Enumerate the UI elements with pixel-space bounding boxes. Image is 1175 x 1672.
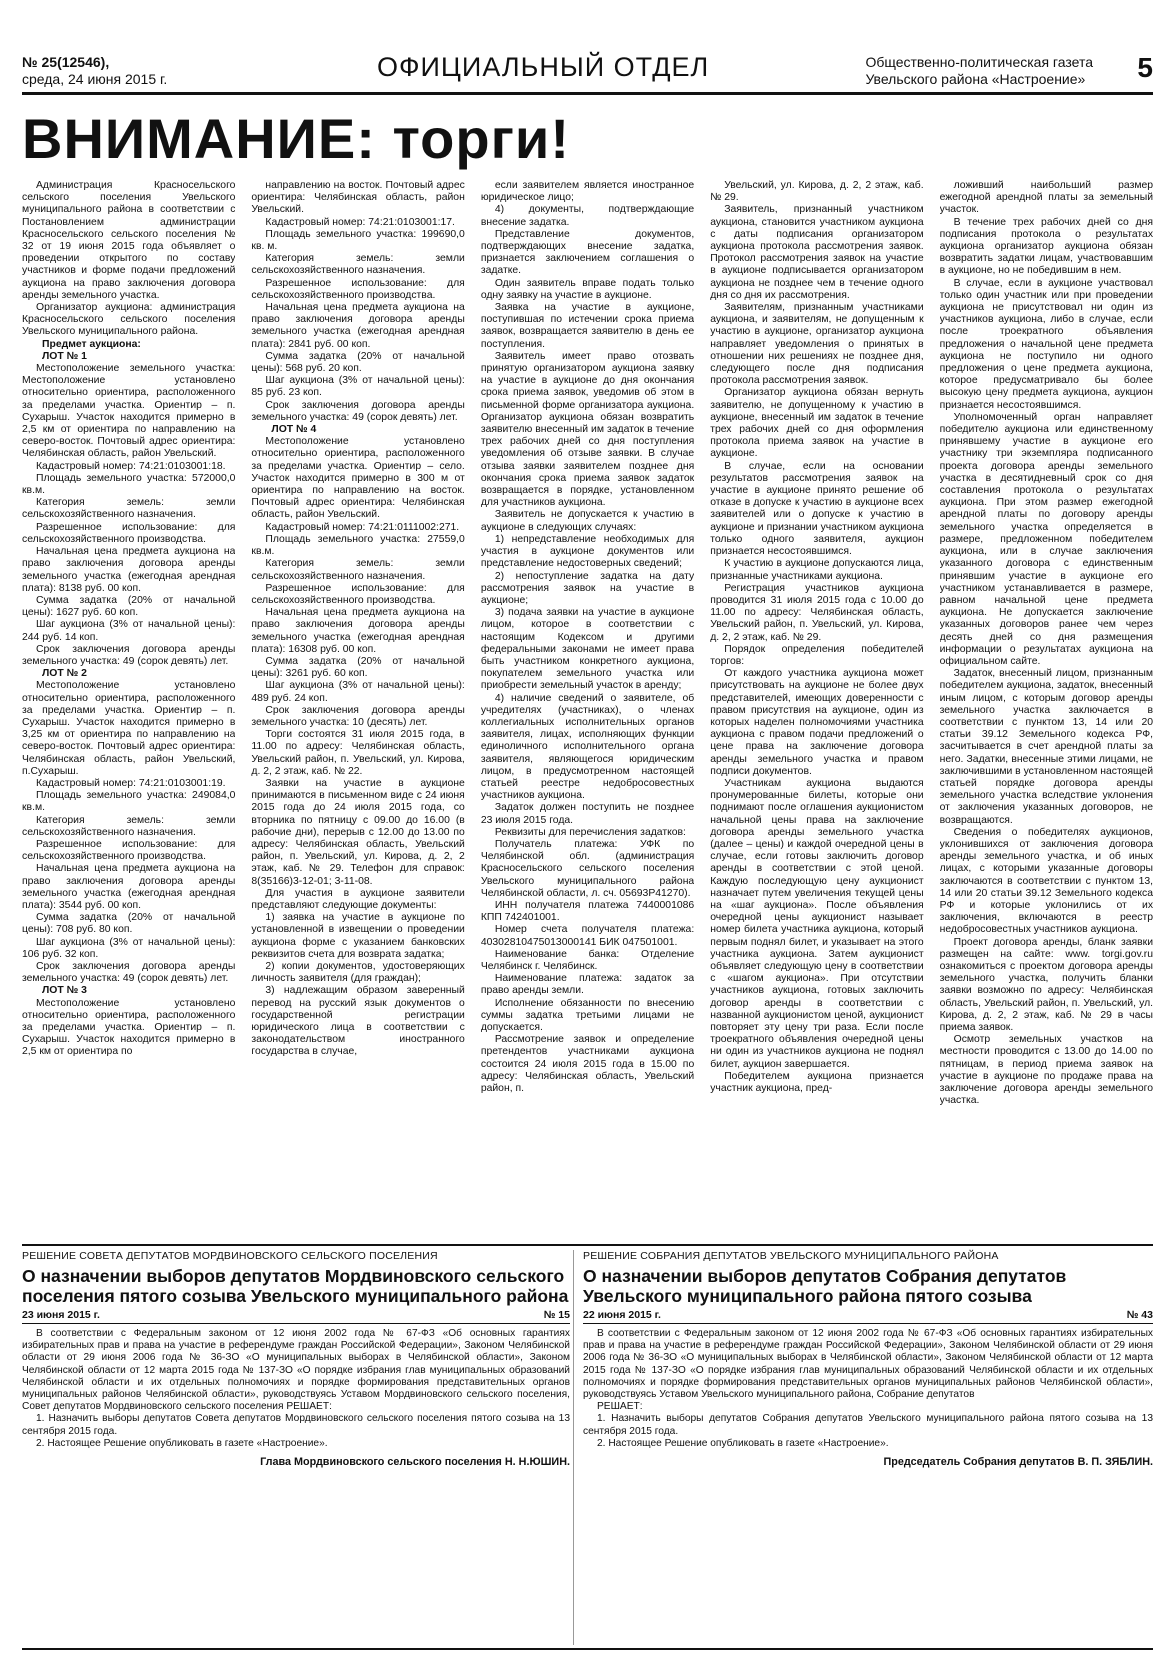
decisions-divider bbox=[573, 1250, 574, 1645]
paragraph: Организатор аукциона: администрация Красносельского сельского поселения Увельского муниципального района. bbox=[22, 302, 236, 338]
lot-heading: ЛОТ № 3 bbox=[42, 985, 87, 997]
paragraph: 3) подача заявки на участие в аукционе лицом, которое в соответствии с настоящим Кодексом и другими федеральными законами не имеет права быть участником конкретного аукциона, покупателем земельного участка или приобрести земельный участок в аренду; bbox=[480, 607, 695, 692]
paragraph: Срок заключения договора аренды земельного участка: 49 (сорок девять) лет. bbox=[22, 643, 236, 667]
paragraph: Заявитель имеет право отозвать принятую организатором аукциона заявку на участие в аукционе до дня окончания срока приема заявок, уведомив об этом в письменной форме организатора аукциона. Организатор аукциона обязан возвратить заявителю внесенный им задаток в течение трех рабочих дней со дня поступления уведомления об отзыве заявки. В случае отзыва заявки заявителем позднее дня окончания срока приема заявок задаток возвращается в порядке, установленном для участников аукциона. bbox=[480, 350, 695, 509]
paragraph: От каждого участника аукциона может присутствовать на аукционе не более двух представителей, имеющих доверенности с правом присутствия на аукционе, один из которых наделен полномочиями участника аукциона с правом подачи предложений о цене права на заключение договора аренды земельного участка и правом подписи документов. bbox=[710, 668, 924, 777]
paragraph: Порядок определения победителей торгов: bbox=[710, 643, 924, 667]
paragraph: Разрешенное использование: для сельскохозяйственного производства. bbox=[251, 582, 465, 606]
paragraph: Заявитель не допускается к участию в аукционе в следующих случаях: bbox=[480, 509, 695, 533]
paragraph: Задаток, внесенный лицом, признанным победителем аукциона, задаток, внесенный иным лицом, с которым договор аренды земельного участка заключается в соответствии с пунктом 13, 14 или 20 статьи 39.12 Земельного кодекса РФ, засчитывается в счет арендной платы за него. Задатки, внесенные этими лицами, не заключившими в установленном настоящей статьей порядке договора аренды земельного участка вследствие уклонения от заключения указанных договоров, не возвращаются. bbox=[939, 668, 1154, 826]
decision-kicker: РЕШЕНИЕ СОВЕТА ДЕПУТАТОВ МОРДВИНОВСКОГО СЕЛЬСКОГО ПОСЕЛЕНИЯ bbox=[22, 1250, 438, 1262]
paragraph: ложивший наибольший размер ежегодной арендной платы за земельный участок. bbox=[939, 180, 1154, 216]
paragraph: 2. Настоящее Решение опубликовать в газете «Настроение». bbox=[36, 1437, 328, 1449]
paragraph: 1) заявка на участие в аукционе по установленной в извещении о проведении аукциона форме с указанием банковских реквизитов счета для возврата задатка; bbox=[251, 912, 465, 960]
decision-uvelsky bbox=[583, 1250, 1153, 1468]
paragraph: если заявителем является иностранное юридическое лицо; bbox=[480, 180, 695, 204]
article-column-2 bbox=[251, 180, 464, 1227]
article-columns bbox=[22, 180, 1153, 1227]
paragraph: Площадь земельного участка: 249084,0 кв.м. bbox=[22, 790, 236, 814]
paragraph: Местоположение установлено относительно ориентира, расположенного за пределами участка. Ориентир – п. Сухарыш. Участок находится примерно в 2,5 км от ориентира по bbox=[22, 997, 236, 1058]
paragraph: 2) непоступление задатка на дату рассмотрения заявок на участие в аукционе; bbox=[480, 570, 695, 606]
paragraph: Местоположение установлено относительно ориентира, расположенного за пределами участка. Ориентир – п. Сухарыш. Участок находится примерно в 3,25 км от ориентира по направлению на северо-восток. Почтовый адрес ориентира: Челябинская область, район Увельский, п.Сухарыш. bbox=[22, 680, 236, 777]
decision-date: 22 июня 2015 г. bbox=[583, 1309, 661, 1321]
paragraph: Шаг аукциона (3% от начальной цены): 489 руб. 24 коп. bbox=[251, 680, 465, 704]
paragraph: Шаг аукциона (3% от начальной цены): 244 руб. 14 коп. bbox=[22, 619, 236, 643]
paragraph: Реквизиты для перечисления задатков: bbox=[494, 826, 686, 838]
lot-heading: ЛОТ № 1 bbox=[42, 350, 87, 362]
lot-heading: ЛОТ № 4 bbox=[271, 424, 317, 436]
paragraph: Разрешенное использование: для сельскохозяйственного производства. bbox=[251, 277, 465, 301]
paragraph: Осмотр земельных участков на местности проводится с 13.00 до 14.00 по пятницам, в период приема заявок на участие в аукционе по продаже права на заключение договора аренды земельного участка. bbox=[939, 1034, 1154, 1107]
page-number: 5 bbox=[1137, 52, 1153, 83]
decision-kicker: РЕШЕНИЕ СОБРАНИЯ ДЕПУТАТОВ УВЕЛЬСКОГО МУНИЦИПАЛЬНОГО РАЙОНА bbox=[583, 1250, 999, 1262]
lot-heading: ЛОТ № 2 bbox=[42, 668, 87, 680]
paragraph: Сведения о победителях аукционов, уклонившихся от заключения договора аренды земельного участка, и об иных лицах, с которыми указанные договоры заключаются в соответствии с пунктом 13, 14 или 20 статьи 39.12 Земельного кодекса РФ и которые уклонились от их заключения, включаются в реестр недобросовестных участников аукциона. bbox=[939, 826, 1154, 936]
paragraph: Для участия в аукционе заявители представляют следующие документы: bbox=[251, 887, 465, 911]
issue-info bbox=[22, 54, 167, 88]
paragraph: 3) надлежащим образом заверенный перевод на русский язык документов о государственной регистрации юридического лица в соответствии с законодательством иностранного государства в случае, bbox=[251, 985, 465, 1058]
decision-signature: Глава Мордвиновского сельского поселения Н. Н.ЮШИН. bbox=[260, 1456, 570, 1469]
paragraph: Категория земель: земли сельскохозяйственного назначения. bbox=[251, 558, 465, 582]
paragraph: направлению на восток. Почтовый адрес ориентира: Челябинская область, район Увельский. bbox=[251, 180, 465, 216]
section-title: ОФИЦИАЛЬНЫЙ ОТДЕЛ bbox=[377, 52, 710, 82]
decision-title: О назначении выборов депутатов Собрания депутатов Увельского муниципального района пятого созыва bbox=[583, 1266, 1067, 1306]
paragraph: Заявителям, признанным участниками аукциона, и заявителям, не допущенным к участию в аукционе, организатор аукциона направляет уведомления о принятых в отношении них решениях не позднее дня, следующего после дня подписания протокола рассмотрения заявок. bbox=[710, 302, 924, 387]
paragraph: Номер счета получателя платежа: 40302810475013000141 БИК 047501001. bbox=[480, 924, 695, 948]
paragraph: Наименование банка: Отделение Челябинск г. Челябинск. bbox=[480, 948, 695, 972]
decision-number: № 15 bbox=[543, 1309, 570, 1321]
paragraph: Срок заключения договора аренды земельного участка: 49 (сорок девять) лет. bbox=[251, 399, 465, 423]
paragraph: В случае, если в аукционе участвовал только один участник или при проведении аукциона не присутствовал ни один из участников аукциона, либо в случае, если после троекратного объявления предложения о начальной цене предмета аукциона не поступило ни одного предложения о цене предмета аукциона, которое предусматривало бы более высокую цену предмета аукциона, аукцион признается несостоявшимся. bbox=[939, 277, 1154, 411]
paragraph: Администрация Красносельского сельского поселения Увельского муниципального района в соответствии с Постановлением администрации Красносельского сельского поселения № 32 от 19 июня 2015 года объявляет о проведении открытого по составу участников и форме подачи предложений аукциона на право заключения договора аренды земельного участка. bbox=[22, 180, 236, 301]
paragraph: Кадастровый номер: 74:21:0103001:19. bbox=[36, 777, 226, 789]
paragraph: Начальная цена предмета аукциона на право заключения договора аренды земельного участка (ежегодная арендная плата): 16308 руб. 00 коп. bbox=[251, 607, 465, 655]
paragraph: Исполнение обязанности по внесению суммы задатка третьими лицами не допускается. bbox=[480, 997, 695, 1034]
paragraph: Организатор аукциона обязан вернуть заявителю, не допущенному к участию в аукционе, внесенный им задаток в течение трех рабочих дней со дня оформления протокола приема заявок на участие в аукционе. bbox=[710, 387, 924, 460]
paragraph: Разрешенное использование: для сельскохозяйственного производства. bbox=[22, 521, 236, 545]
article-column-1 bbox=[22, 180, 235, 1227]
paragraph: Сумма задатка (20% от начальной цены): 568 руб. 20 коп. bbox=[251, 350, 465, 375]
footer-divider bbox=[22, 1648, 1153, 1650]
paragraph: Кадастровый номер: 74:21:0103001:18. bbox=[36, 460, 226, 472]
newspaper-name bbox=[865, 54, 1093, 88]
paragraph: Заявка на участие в аукционе, поступившая по истечении срока приема заявок, возвращается заявителю в день ее поступления. bbox=[480, 302, 695, 350]
paragraph: Уполномоченный орган направляет победителю аукциона или единственному принявшему участие в аукционе его участнику три экземпляра подписанного проекта договора аренды земельного участка в десятидневный срок со дня составления протокола о результатах аукциона. При этом размер ежегодной арендной платы по договору аренды земельного участка определяется в размере, предложенном победителем аукциона, или в случае заключения указанного договора с единственным принявшим участие в аукционе его участником устанавливается в размере, равном начальной цене предмета аукциона. Не допускается заключение указанных договоров ранее чем через десять дней со дня размещения информации о результатах аукциона на официальном сайте. bbox=[939, 411, 1154, 667]
paragraph: Площадь земельного участка: 27559,0 кв.м. bbox=[251, 533, 465, 558]
paragraph: Заявитель, признанный участником аукциона, становится участником аукциона с даты подписания организатором аукциона протокола рассмотрения заявок. Протокол рассмотрения заявок на участие в аукционе подписывается организатором аукциона не позднее чем в течение одного дня со дня их рассмотрения. bbox=[710, 204, 924, 301]
decision-title: О назначении выборов депутатов Мордвиновского сельского поселения пятого созыва Увельского муниципального района bbox=[22, 1266, 569, 1306]
paragraph: Сумма задатка (20% от начальной цены): 1627 руб. 60 коп. bbox=[22, 594, 236, 619]
decision-body bbox=[583, 1328, 1153, 1450]
paragraph: Шаг аукциона (3% от начальной цены): 106 руб. 32 коп. bbox=[22, 936, 236, 960]
decision-mordvinovskoe bbox=[22, 1250, 570, 1468]
decision-meta bbox=[583, 1309, 1153, 1324]
decision-signature: Председатель Собрания депутатов В. П. ЗЯБЛИН. bbox=[883, 1456, 1153, 1469]
paragraph: Кадастровый номер: 74:21:0111002:271. bbox=[265, 521, 460, 533]
section-divider bbox=[22, 1244, 1153, 1246]
paragraph: Наименование платежа: задаток за право аренды земли. bbox=[480, 973, 695, 997]
page-header bbox=[22, 50, 1153, 95]
article-column-3 bbox=[481, 180, 694, 1227]
paragraph: Получатель платежа: УФК по Челябинской обл. (администрация Красносельского сельского поселения Увельского муниципального района Челябинской области, л. сч. 05693Р41270). bbox=[480, 838, 695, 899]
newspaper-name-line2: Увельского района «Настроение» bbox=[865, 71, 1086, 87]
paragraph: 1. Назначить выборы депутатов Совета депутатов Мордвиновского сельского поселения пятого созыва на 13 сентября 2015 года. bbox=[22, 1413, 570, 1437]
paragraph: РЕШАЕТ: bbox=[597, 1401, 643, 1413]
paragraph: Срок заключения договора аренды земельного участка: 49 (сорок девять) лет. bbox=[22, 961, 236, 985]
paragraph: Заявки на участие в аукционе принимаются в письменном виде с 24 июня 2015 года до 24 июля 2015 года, со вторника по пятницу с 09.00 до 16.00 (в рабочие дни), перерыв с 12.00 до 13.00 по адресу: Челябинская область, Увельский район, п. Увельский, ул. Кирова, д. 2, 2 этаж, каб. № 29. Телефон для справок: 8(35166)3-12-01; 3-11-08. bbox=[251, 777, 465, 887]
paragraph: Кадастровый номер: 74:21:0103001:17. bbox=[265, 216, 455, 228]
article-column-5 bbox=[940, 180, 1153, 1227]
paragraph: 2. Настоящее Решение опубликовать в газете «Настроение». bbox=[597, 1437, 889, 1449]
paragraph: К участию в аукционе допускаются лица, признанные участниками аукциона. bbox=[710, 558, 924, 582]
paragraph: Торги состоятся 31 июля 2015 года, в 11.00 по адресу: Челябинская область, Увельский район, п. Увельский, ул. Кирова, д. 2, 2 этаж, каб. № 22. bbox=[251, 729, 465, 777]
paragraph: Разрешенное использование: для сельскохозяйственного производства. bbox=[22, 838, 236, 863]
paragraph: Категория земель: земли сельскохозяйственного назначения. bbox=[22, 497, 236, 521]
paragraph: Один заявитель вправе подать только одну заявку на участие в аукционе. bbox=[480, 277, 695, 301]
paragraph: Местоположение земельного участка: Местоположение установлено относительно ориентира, расположенного за пределами участка. Ориентир – п. Сухарыш. Участок находится примерно в 2,5 км от ориентира по направлению на северо-восток. Почтовый адрес ориентира: Челябинская область, район Увельский. bbox=[22, 363, 236, 460]
paragraph: Начальная цена предмета аукциона на право заключения договора аренды земельного участка (ежегодная арендная плата): 8138 руб. 00 коп. bbox=[22, 546, 236, 594]
paragraph: В течение трех рабочих дней со дня подписания протокола о результатах аукциона организатор аукциона обязан возвратить задатки лицам, участвовавшим в аукционе, но не победившим в нем. bbox=[939, 216, 1154, 277]
paragraph: Начальная цена предмета аукциона на право заключения договора аренды земельного участка (ежегодная арендная плата): 3544 руб. 00 коп. bbox=[22, 863, 236, 911]
paragraph: 1. Назначить выборы депутатов Собрания депутатов Увельского муниципального района пятого созыва на 13 сентября 2015 года. bbox=[583, 1413, 1153, 1437]
newspaper-name-line1: Общественно-политическая газета bbox=[865, 54, 1093, 70]
decision-body bbox=[22, 1328, 570, 1450]
issue-date: среда, 24 июня 2015 г. bbox=[22, 71, 168, 87]
paragraph: Площадь земельного участка: 199690,0 кв. м. bbox=[251, 228, 465, 253]
decision-meta bbox=[22, 1309, 570, 1324]
paragraph: Регистрация участников аукциона проводится 31 июля 2015 года с 10.00 до 11.00 по адресу: Челябинская область, Увельский район, п. Увельский, ул. Кирова, д. 2, 2 этаж, каб. № 29. bbox=[710, 582, 924, 643]
paragraph: 4) документы, подтверждающие внесение задатка. bbox=[480, 204, 695, 228]
paragraph: Местоположение установлено относительно ориентира, расположенного за пределами участка. Ориентир – село. Участок находится примерно в 300 м от ориентира по направлению на восток. Почтовый адрес ориентира: Челябинская область, район Увельский. bbox=[251, 436, 465, 521]
paragraph: 2) копии документов, удостоверяющих личность заявителя (для граждан); bbox=[251, 961, 465, 985]
paragraph: В соответствии с Федеральным законом от 12 июня 2002 года № 67-ФЗ «Об основных гарантиях избирательных прав и права на участие в референдуме граждан Российской Федерации», Законом Челябинской области от 29 июня 2006 года № 36-ЗО «О муниципальных выборах в Челябинской области», Законом Челябинской области от 12 марта 2015 года № 137-ЗО «О порядке избрания глав муниципальных образований Челябинской области и их отдельных полномочиях и порядке формирования представительных органов муниципальных районов Челябинской области», руководствуясь Уставом Увельского муниципального района, Собрание депутатов bbox=[583, 1328, 1153, 1401]
paragraph: 4) наличие сведений о заявителе, об учредителях (участниках), о членах коллегиальных исполнительных органов заявителя, лицах, исполняющих функции единоличного исполнительного органа заявителя, являющегося юридическим лицом, в предусмотренном настоящей статьей реестре недобросовестных участников аукциона. bbox=[480, 692, 695, 802]
paragraph: Сумма задатка (20% от начальной цены): 708 руб. 80 коп. bbox=[22, 912, 236, 936]
paragraph: Категория земель: земли сельскохозяйственного назначения. bbox=[22, 814, 236, 838]
paragraph: Участникам аукциона выдаются пронумерованные билеты, которые они поднимают после оглашения аукционистом начальной цены права на заключение договора аренды земельного участка (далее – цены) и каждой очередной цены в случае, если готовы заключить договор аренды в соответствии с этой ценой. Каждую последующую цену аукционист назначает путем увеличения текущей цены на «шаг аукциона». После объявления очередной цены аукционист называет номер билета участника аукциона, который первым поднял билет, и указывает на этого участника аукциона. Затем аукционист объявляет следующую цену в соответствии с «шагом аукциона». При отсутствии участников аукциона, готовых заключить договор аренды в соответствии с названной аукционистом ценой, аукционист повторяет эту цену три раза. Если после троекратного объявления очередной цены ни один из участников аукциона не поднял билет, аукцион завершается. bbox=[710, 777, 924, 1070]
paragraph: Начальная цена предмета аукциона на право заключения договора аренды земельного участка (ежегодная арендная плата): 2841 руб. 00 коп. bbox=[251, 302, 465, 350]
paragraph: Категория земель: земли сельскохозяйственного назначения. bbox=[251, 253, 465, 277]
paragraph: ИНН получателя платежа 7440001086 КПП 742401001. bbox=[480, 899, 695, 924]
lot-heading: Предмет аукциона: bbox=[42, 338, 141, 350]
paragraph: Рассмотрение заявок и определение претендентов участниками аукциона состоится 24 июля 2015 года в 15.00 по адресу: Челябинская область, Увельский район, п. bbox=[480, 1034, 695, 1095]
header-divider bbox=[22, 92, 1153, 95]
paragraph: Задаток должен поступить не позднее 23 июля 2015 года. bbox=[480, 802, 695, 826]
issue-number: № 25(12546), bbox=[22, 54, 110, 70]
paragraph: В случае, если на основании результатов рассмотрения заявок на участие в аукционе принято решение об отказе в допуске к участию в аукционе всех заявителей или о допуске к участию в аукционе и признании участником аукциона только одного заявителя, аукцион признается несостоявшимся. bbox=[710, 460, 924, 558]
paragraph: Шаг аукциона (3% от начальной цены): 85 руб. 23 коп. bbox=[251, 375, 465, 399]
paragraph: Представление документов, подтверждающих внесение задатка, признается заключением соглашения о задатке. bbox=[480, 228, 695, 277]
paragraph: Площадь земельного участка: 572000,0 кв.м. bbox=[22, 472, 236, 497]
paragraph: 1) непредставление необходимых для участия в аукционе документов или представление недостоверных сведений; bbox=[480, 533, 695, 570]
paragraph: В соответствии с Федеральным законом от 12 июня 2002 года № 67-ФЗ «Об основных гарантиях избирательных прав и права на участие в референдуме граждан Российской Федерации», Законом Челябинской области от 29 июня 2006 года № 36-ЗО «О муниципальных выборах в Челябинской области», Законом Челябинской области от 12 марта 2015 года № 137-ЗО «О порядке избрания глав муниципальных образований Челябинской области и их отдельных полномочиях и порядке формирования представительных органов муниципальных районов Челябинской области», руководствуясь Уставом Мордвиновского сельского поселения, Совет депутатов Мордвиновского сельского поселения РЕШАЕТ: bbox=[22, 1328, 570, 1413]
paragraph: Сумма задатка (20% от начальной цены): 3261 руб. 60 коп. bbox=[251, 655, 465, 680]
paragraph: Победителем аукциона признается участник аукциона, пред- bbox=[710, 1070, 924, 1095]
paragraph: Проект договора аренды, бланк заявки размещен на сайте: www. torgi.gov.ru ознакомиться с проектом договора аренды земельного участка, получить бланки заявки возможно по адресу: Челябинская область, Увельский район, п. Увельский, ул. Кирова, д. 2, 2 этаж, каб. № 29 в часы приема заявок. bbox=[939, 936, 1154, 1034]
decision-number: № 43 bbox=[1126, 1309, 1153, 1321]
paragraph: Увельский, ул. Кирова, д. 2, 2 этаж, каб. № 29. bbox=[710, 180, 924, 204]
article-column-4 bbox=[710, 180, 923, 1227]
decision-date: 23 июня 2015 г. bbox=[22, 1309, 100, 1321]
headline: ВНИМАНИЕ: торги! bbox=[22, 107, 570, 170]
paragraph: Срок заключения договора аренды земельного участка: 10 (десять) лет. bbox=[251, 704, 465, 728]
